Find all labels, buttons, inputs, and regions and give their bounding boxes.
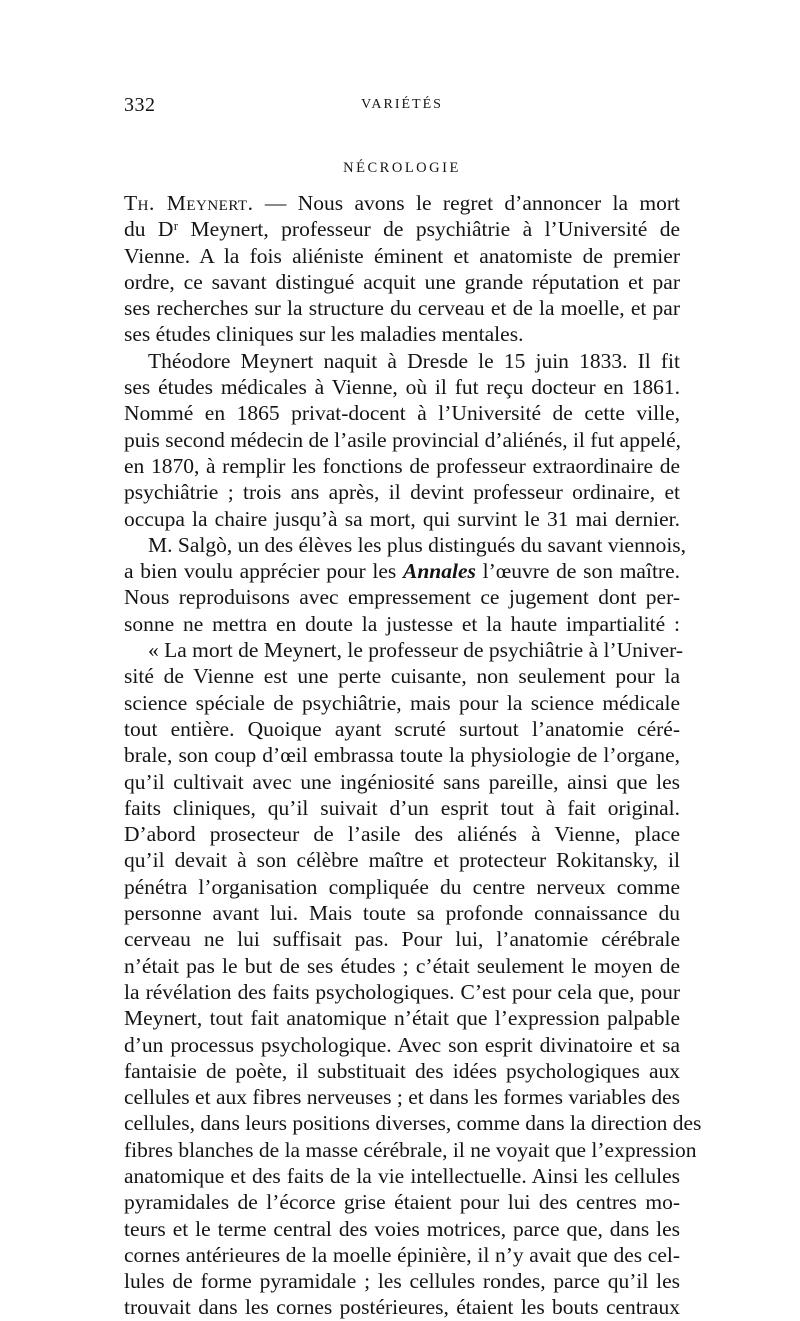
running-title: VARIÉTÉS [361,97,443,112]
text-line: ordre, ce savant distingué acquit une grande réputation et par [124,269,680,294]
text-line: la révélation des faits psychologiques. C’est pour cela que, pour [124,979,680,1004]
section-title: NÉCROLOGIE [343,160,461,176]
text-line: cellules et aux fibres nerveuses ; et dans les formes variables des [124,1085,680,1110]
text-line: psychiâtrie ; trois ans après, il devint professeur ordinaire, et [124,480,680,505]
text-line: Théodore Meynert naquit à Dresde le 15 juin 1833. Il fit [148,348,680,373]
text-line: pénétra l’organisation compliquée du centre nerveux comme [124,874,680,899]
text-line: d’un processus psychologique. Avec son esprit divinatoire et sa [124,1032,680,1057]
text-line: pyramidales de l’écorce grise étaient pour lui des centres mo- [124,1190,680,1215]
text-line: cellules, dans leurs positions diverses, comme dans la direction des [124,1111,702,1136]
text-line: cornes antérieures de la moelle épinière, il n’y avait que des cel- [124,1242,680,1267]
text-line: n’était pas le but de ses études ; c’était seulement le moyen de [124,953,680,978]
text-line: « La mort de Meynert, le professeur de psychiâtrie à l’Univer- [148,638,684,663]
text-line: du Dʳ Meynert, professeur de psychiâtrie à l’Université de [124,217,680,242]
text-line: D’abord prosecteur de l’asile des aliénés à Vienne, place [124,822,680,847]
text-line: sonne ne mettra en doute la justesse et la haute impartialité : [124,611,680,636]
running-head [124,94,680,120]
text-line: faits cliniques, qu’il suivait d’un esprit tout à fait original. [124,795,680,820]
article-body [124,190,702,1321]
text-line: ses recherches sur la structure du cerveau et de la moelle, et par [124,296,680,321]
text-line: anatomique et des faits de la vie intellectuelle. Ainsi les cellules [124,1163,680,1188]
text-line: brale, son coup d’œil embrassa toute la physiologie de l’organe, [124,743,680,768]
text-line: Meynert, tout fait anatomique n’était que l’expression palpable [124,1006,680,1031]
text-line: fibres blanches de la masse cérébrale, il ne voyait que l’expression [124,1137,697,1162]
text-line: cerveau ne lui suffisait pas. Pour lui, l’anatomie cérébrale [124,927,680,952]
text-line: puis second médecin de l’asile provincial d’aliénés, il fut appelé, [124,427,682,452]
text-line: teurs et le terme central des voies motrices, parce que, dans les [124,1216,680,1241]
text-line: M. Salgò, un des élèves les plus distingués du savant viennois, [148,532,687,557]
text-line: occupa la chaire jusqu’à sa mort, qui survint le 31 mai dernier. [124,506,680,531]
text-line: Nommé en 1865 privat-docent à l’Université de cette ville, [124,401,680,426]
text-line: tout entière. Quoique ayant scruté surtout l’anatomie céré- [124,716,680,741]
text-line: lules de forme pyramidale ; les cellules rondes, parce qu’il les [124,1269,680,1294]
text-line: ses études cliniques sur les maladies mentales. [124,322,524,347]
text-line: fantaisie de poète, il substituait des idées psychologiques aux [124,1058,680,1083]
text-line: personne avant lui. Mais toute sa profonde connaissance du [124,901,680,926]
journal-title: Annales [403,559,476,584]
text-line: qu’il cultivait avec une ingéniosité sans pareille, ainsi que les [124,769,680,794]
author-name: Th. Meynert. [124,191,254,215]
text-line: sité de Vienne est une perte cuisante, non seulement pour la [124,664,680,689]
text-line: ses études médicales à Vienne, où il fut reçu docteur en 1861. [124,375,680,400]
page-number: 332 [124,94,156,116]
text-line: Nous reproduisons avec empressement ce jugement dont per- [124,585,680,610]
text-line: trouvait dans les cornes postérieures, étaient les bouts centraux [124,1295,680,1320]
text-line: qu’il devait à son célèbre maître et protecteur Rokitansky, il [124,848,680,873]
text-line: Th. Meynert. — Nous avons le regret d’annoncer la mort [124,191,680,215]
text-line: en 1870, à remplir les fonctions de professeur extraordinaire de [124,453,680,478]
text-line: a bien voulu apprécier pour les Annales l’œuvre de son maître. [124,559,681,584]
text-line: science spéciale de psychiâtrie, mais pour la science médicale [124,690,680,715]
text-line: Vienne. A la fois aliéniste éminent et anatomiste de premier [124,243,680,268]
